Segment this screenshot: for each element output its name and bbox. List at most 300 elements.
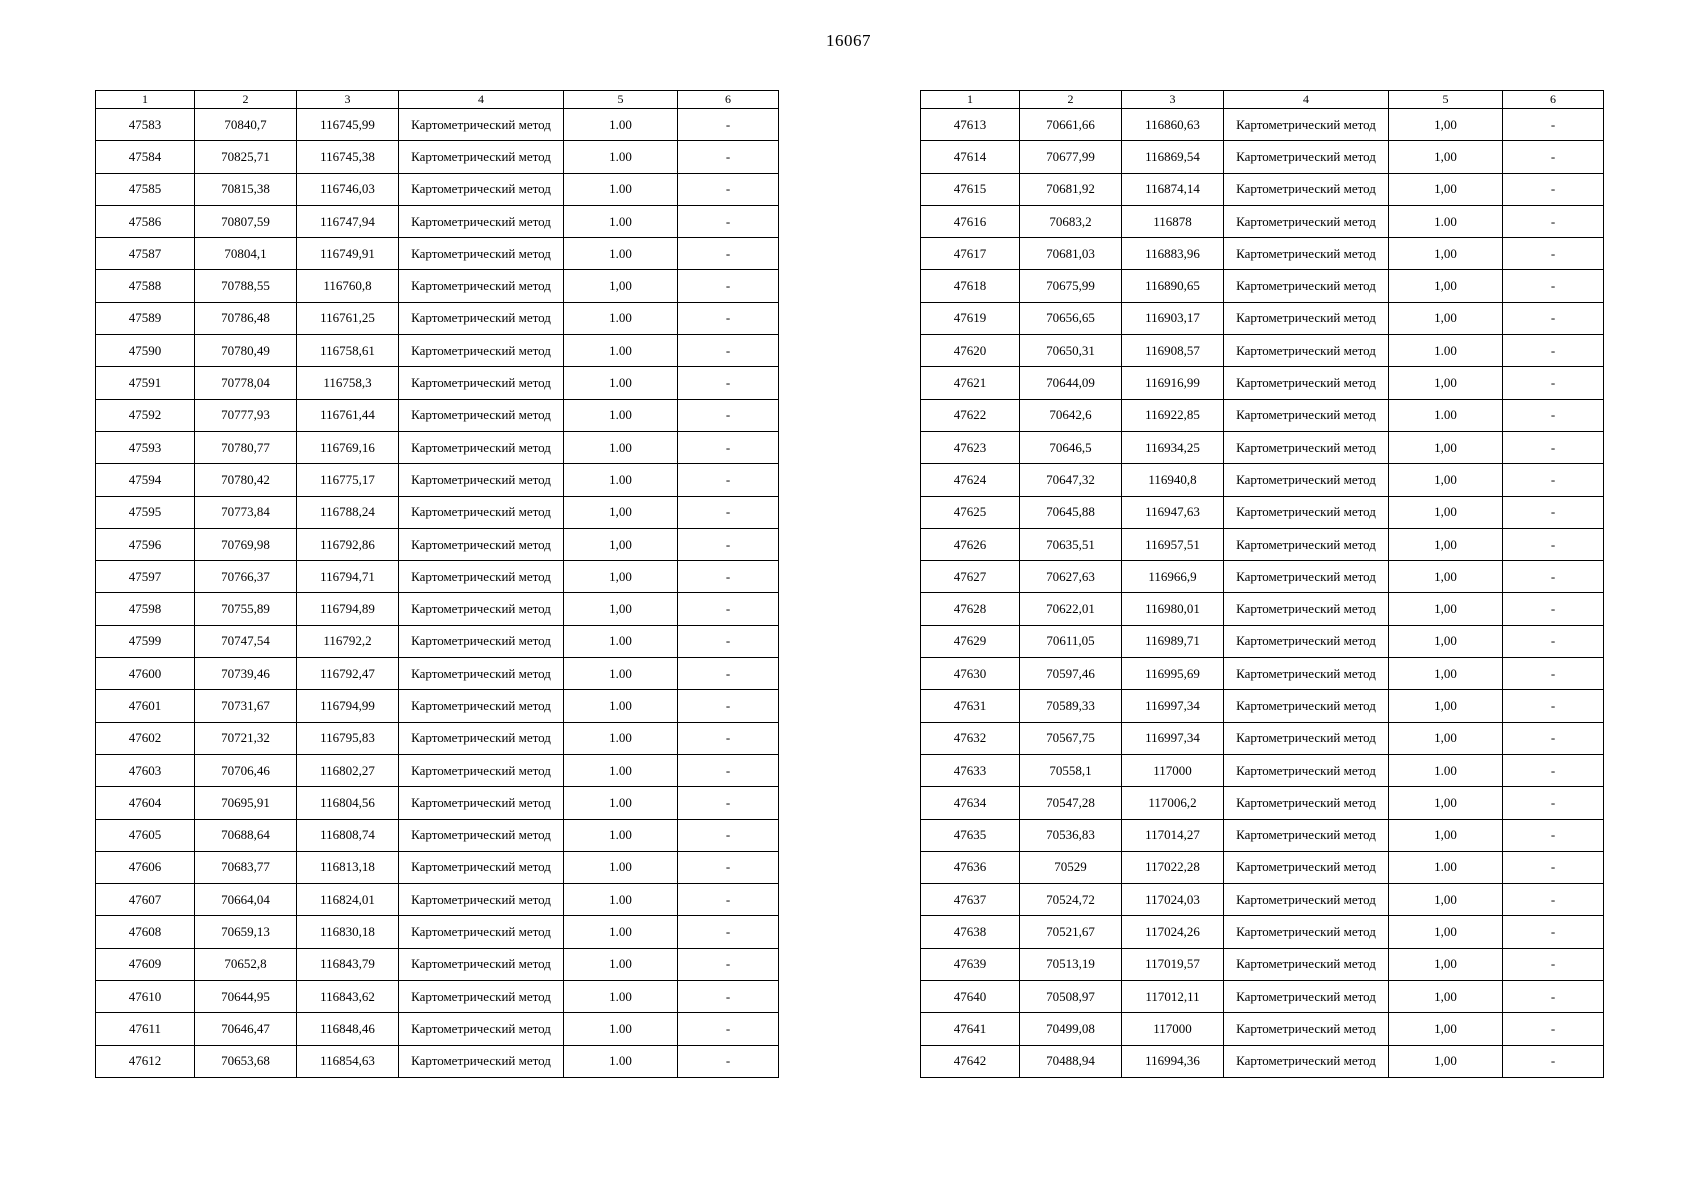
table-cell: - — [678, 690, 779, 722]
table-cell: 47613 — [921, 109, 1020, 141]
table-row — [96, 754, 779, 786]
table-cell: - — [678, 593, 779, 625]
table-cell: Картометрический метод — [399, 916, 564, 948]
table-row — [921, 528, 1604, 560]
coordinates-table-right — [920, 90, 1604, 1078]
table-cell: 1.00 — [564, 787, 678, 819]
table-cell: Картометрический метод — [1224, 1013, 1389, 1045]
table-cell: Картометрический метод — [399, 658, 564, 690]
table-cell: - — [1503, 270, 1604, 302]
table-cell: - — [678, 496, 779, 528]
table-cell: Картометрический метод — [399, 851, 564, 883]
table-cell: 1.00 — [1389, 851, 1503, 883]
table-cell: 47619 — [921, 302, 1020, 334]
table-cell: 70681,92 — [1020, 173, 1122, 205]
column-header: 6 — [1503, 91, 1604, 109]
table-cell: 47584 — [96, 141, 195, 173]
table-row — [921, 238, 1604, 270]
table-cell: Картометрический метод — [1224, 109, 1389, 141]
table-cell: Картометрический метод — [399, 1045, 564, 1077]
table-cell: - — [1503, 431, 1604, 463]
table-cell: 1,00 — [1389, 787, 1503, 819]
table-cell: Картометрический метод — [399, 593, 564, 625]
table-cell: Картометрический метод — [1224, 270, 1389, 302]
table-cell: 116760,8 — [297, 270, 399, 302]
table-cell: 47602 — [96, 722, 195, 754]
table-cell: 47616 — [921, 205, 1020, 237]
table-cell: Картометрический метод — [399, 109, 564, 141]
table-cell: Картометрический метод — [399, 948, 564, 980]
table-cell: 47606 — [96, 851, 195, 883]
table-cell: Картометрический метод — [399, 787, 564, 819]
table-row — [921, 981, 1604, 1013]
table-cell: 70558,1 — [1020, 754, 1122, 786]
table-cell: - — [1503, 948, 1604, 980]
table-row — [921, 270, 1604, 302]
table-cell: 70825,71 — [195, 141, 297, 173]
table-row — [921, 109, 1604, 141]
table-cell: Картометрический метод — [399, 173, 564, 205]
table-cell: 70650,31 — [1020, 335, 1122, 367]
table-cell: Картометрический метод — [1224, 561, 1389, 593]
table-cell: 70840,7 — [195, 109, 297, 141]
table-cell: 1,00 — [1389, 431, 1503, 463]
table-cell: 116747,94 — [297, 205, 399, 237]
table-cell: 116843,79 — [297, 948, 399, 980]
table-cell: 70780,49 — [195, 335, 297, 367]
table-cell: Картометрический метод — [1224, 754, 1389, 786]
table-cell: 70677,99 — [1020, 141, 1122, 173]
table-cell: 70529 — [1020, 851, 1122, 883]
table-cell: Картометрический метод — [1224, 464, 1389, 496]
table-row — [921, 205, 1604, 237]
table-cell: Картометрический метод — [1224, 1045, 1389, 1077]
table-cell: 47637 — [921, 884, 1020, 916]
table-cell: 116749,91 — [297, 238, 399, 270]
table-cell: 116995,69 — [1122, 658, 1224, 690]
table-cell: 1,00 — [1389, 819, 1503, 851]
table-cell: 116792,86 — [297, 528, 399, 560]
table-cell: 70747,54 — [195, 625, 297, 657]
table-cell: 1.00 — [564, 819, 678, 851]
table-cell: Картометрический метод — [399, 722, 564, 754]
table-cell: 70499,08 — [1020, 1013, 1122, 1045]
table-cell: 70513,19 — [1020, 948, 1122, 980]
table-cell: 1,00 — [564, 561, 678, 593]
table-cell: Картометрический метод — [1224, 205, 1389, 237]
table-cell: 117006,2 — [1122, 787, 1224, 819]
table-cell: 116804,56 — [297, 787, 399, 819]
table-cell: 70644,09 — [1020, 367, 1122, 399]
table-cell: 70627,63 — [1020, 561, 1122, 593]
table-cell: - — [678, 884, 779, 916]
table-cell: - — [1503, 528, 1604, 560]
table-row — [921, 561, 1604, 593]
table-cell: 1,00 — [564, 593, 678, 625]
table-cell: 70788,55 — [195, 270, 297, 302]
table-cell: 1.00 — [564, 754, 678, 786]
table-cell: 70815,38 — [195, 173, 297, 205]
table-cell: - — [678, 302, 779, 334]
table-cell: 1.00 — [564, 722, 678, 754]
table-cell: 47608 — [96, 916, 195, 948]
table-cell: 70488,94 — [1020, 1045, 1122, 1077]
table-cell: 47636 — [921, 851, 1020, 883]
table-cell: Картометрический метод — [399, 270, 564, 302]
table-cell: 1,00 — [1389, 561, 1503, 593]
table-cell: 70780,42 — [195, 464, 297, 496]
table-row — [96, 981, 779, 1013]
table-cell: 116758,3 — [297, 367, 399, 399]
table-cell: - — [678, 205, 779, 237]
table-cell: Картометрический метод — [399, 981, 564, 1013]
table-cell: - — [1503, 819, 1604, 851]
table-row — [96, 528, 779, 560]
table-cell: 47611 — [96, 1013, 195, 1045]
table-cell: Картометрический метод — [399, 464, 564, 496]
table-row — [921, 141, 1604, 173]
table-cell: 47621 — [921, 367, 1020, 399]
table-cell: - — [678, 141, 779, 173]
table-row — [96, 205, 779, 237]
table-row — [921, 367, 1604, 399]
table-cell: 1,00 — [1389, 722, 1503, 754]
column-header: 4 — [399, 91, 564, 109]
table-cell: 116788,24 — [297, 496, 399, 528]
table-cell: Картометрический метод — [1224, 851, 1389, 883]
table-row — [96, 625, 779, 657]
table-row — [921, 658, 1604, 690]
table-cell: 117000 — [1122, 754, 1224, 786]
table-cell: 70645,88 — [1020, 496, 1122, 528]
table-row — [96, 496, 779, 528]
table-cell: Картометрический метод — [1224, 593, 1389, 625]
table-cell: Картометрический метод — [399, 496, 564, 528]
table-cell: 1,00 — [1389, 1013, 1503, 1045]
table-cell: 1,00 — [1389, 948, 1503, 980]
table-cell: - — [678, 916, 779, 948]
table-cell: - — [678, 948, 779, 980]
table-cell: Картометрический метод — [399, 302, 564, 334]
table-row — [96, 722, 779, 754]
table-cell: 1.00 — [564, 431, 678, 463]
table-cell: Картометрический метод — [1224, 238, 1389, 270]
table-cell: 70642,6 — [1020, 399, 1122, 431]
table-cell: 1,00 — [1389, 270, 1503, 302]
table-row — [96, 819, 779, 851]
table-row — [921, 884, 1604, 916]
table-cell: 47634 — [921, 787, 1020, 819]
table-cell: 47614 — [921, 141, 1020, 173]
table-row — [921, 464, 1604, 496]
table-cell: - — [1503, 141, 1604, 173]
table-cell: 116874,14 — [1122, 173, 1224, 205]
table-cell: - — [1503, 658, 1604, 690]
table-cell: 1,00 — [1389, 690, 1503, 722]
table-cell: 1,00 — [1389, 916, 1503, 948]
table-cell: 47607 — [96, 884, 195, 916]
table-cell: 116802,27 — [297, 754, 399, 786]
table-cell: 1,00 — [1389, 302, 1503, 334]
table-cell: 1.00 — [564, 884, 678, 916]
table-cell: 47631 — [921, 690, 1020, 722]
table-cell: Картометрический метод — [399, 528, 564, 560]
table-cell: 47626 — [921, 528, 1020, 560]
table-cell: Картометрический метод — [1224, 690, 1389, 722]
table-cell: - — [678, 625, 779, 657]
table-cell: 70739,46 — [195, 658, 297, 690]
column-header: 5 — [564, 91, 678, 109]
table-cell: 116761,25 — [297, 302, 399, 334]
table-cell: 70755,89 — [195, 593, 297, 625]
table-cell: 70635,51 — [1020, 528, 1122, 560]
table-cell: 70597,46 — [1020, 658, 1122, 690]
table-cell: 47620 — [921, 335, 1020, 367]
table-cell: 47589 — [96, 302, 195, 334]
table-cell: 1,00 — [1389, 109, 1503, 141]
table-cell: 70683,77 — [195, 851, 297, 883]
table-cell: - — [1503, 205, 1604, 237]
table-cell: 70647,32 — [1020, 464, 1122, 496]
table-cell: 47630 — [921, 658, 1020, 690]
table-cell: 47604 — [96, 787, 195, 819]
table-cell: 70769,98 — [195, 528, 297, 560]
table-row — [96, 464, 779, 496]
table-cell: 116957,51 — [1122, 528, 1224, 560]
table-cell: 116940,8 — [1122, 464, 1224, 496]
table-cell: Картометрический метод — [1224, 399, 1389, 431]
table-cell: 70521,67 — [1020, 916, 1122, 948]
table-cell: 47592 — [96, 399, 195, 431]
table-cell: 70773,84 — [195, 496, 297, 528]
table-cell: 47612 — [96, 1045, 195, 1077]
column-header: 3 — [1122, 91, 1224, 109]
table-cell: 70766,37 — [195, 561, 297, 593]
table-cell: 70688,64 — [195, 819, 297, 851]
table-cell: 117024,26 — [1122, 916, 1224, 948]
table-row — [96, 916, 779, 948]
table-cell: 70567,75 — [1020, 722, 1122, 754]
table-row — [96, 690, 779, 722]
table-cell: 116997,34 — [1122, 690, 1224, 722]
table-cell: 116746,03 — [297, 173, 399, 205]
table-cell: 47633 — [921, 754, 1020, 786]
table-cell: 1.00 — [564, 141, 678, 173]
table-cell: 70683,2 — [1020, 205, 1122, 237]
table-cell: 116966,9 — [1122, 561, 1224, 593]
table-cell: 116775,17 — [297, 464, 399, 496]
table-cell: 47610 — [96, 981, 195, 1013]
table-cell: 117000 — [1122, 1013, 1224, 1045]
table-cell: - — [678, 981, 779, 1013]
table-cell: 1,00 — [1389, 141, 1503, 173]
table-row — [96, 1013, 779, 1045]
table-cell: - — [1503, 625, 1604, 657]
table-cell: - — [1503, 754, 1604, 786]
table-cell: Картометрический метод — [1224, 367, 1389, 399]
page-number: 16067 — [826, 31, 871, 50]
table-cell: Картометрический метод — [399, 431, 564, 463]
table-cell: - — [678, 787, 779, 819]
table-cell: - — [1503, 916, 1604, 948]
table-cell: - — [1503, 109, 1604, 141]
table-row — [96, 1045, 779, 1077]
table-cell: 116795,83 — [297, 722, 399, 754]
table-cell: 47597 — [96, 561, 195, 593]
table-cell: 47629 — [921, 625, 1020, 657]
table-row — [921, 593, 1604, 625]
table-cell: Картометрический метод — [399, 561, 564, 593]
table-cell: Картометрический метод — [399, 754, 564, 786]
table-cell: 1.00 — [564, 981, 678, 1013]
table-cell: 47588 — [96, 270, 195, 302]
table-cell: 47627 — [921, 561, 1020, 593]
table-row — [96, 431, 779, 463]
table-cell: 117022,28 — [1122, 851, 1224, 883]
table-cell: Картометрический метод — [1224, 335, 1389, 367]
table-cell: Картометрический метод — [1224, 658, 1389, 690]
column-header: 5 — [1389, 91, 1503, 109]
table-cell: 1.00 — [564, 464, 678, 496]
table-cell: 47583 — [96, 109, 195, 141]
table-cell: 47594 — [96, 464, 195, 496]
table-cell: 116903,17 — [1122, 302, 1224, 334]
table-cell: - — [1503, 399, 1604, 431]
table-cell: 1.00 — [1389, 205, 1503, 237]
table-cell: 116908,57 — [1122, 335, 1224, 367]
table-cell: 70652,8 — [195, 948, 297, 980]
table-row — [921, 173, 1604, 205]
table-cell: 70786,48 — [195, 302, 297, 334]
table-cell: - — [1503, 593, 1604, 625]
table-cell: 47623 — [921, 431, 1020, 463]
table-cell: 47596 — [96, 528, 195, 560]
table-row — [921, 399, 1604, 431]
table-cell: 1.00 — [564, 238, 678, 270]
table-cell: 116792,47 — [297, 658, 399, 690]
table-row — [96, 335, 779, 367]
table-row — [921, 819, 1604, 851]
table-row — [96, 109, 779, 141]
table-cell: 70695,91 — [195, 787, 297, 819]
table-cell: 1,00 — [1389, 528, 1503, 560]
table-cell: 70664,04 — [195, 884, 297, 916]
table-row — [96, 173, 779, 205]
table-cell: 70644,95 — [195, 981, 297, 1013]
table-cell: 116860,63 — [1122, 109, 1224, 141]
table-cell: 1,00 — [1389, 367, 1503, 399]
table-row — [921, 851, 1604, 883]
table-cell: - — [678, 173, 779, 205]
table-cell: 70547,28 — [1020, 787, 1122, 819]
table-cell: Картометрический метод — [399, 625, 564, 657]
table-row — [921, 787, 1604, 819]
table-cell: 47642 — [921, 1045, 1020, 1077]
table-cell: 47625 — [921, 496, 1020, 528]
table-cell: 70777,93 — [195, 399, 297, 431]
table-cell: 47632 — [921, 722, 1020, 754]
table-cell: Картометрический метод — [399, 884, 564, 916]
table-cell: - — [678, 754, 779, 786]
table-cell: 70778,04 — [195, 367, 297, 399]
table-cell: 70675,99 — [1020, 270, 1122, 302]
table-cell: Картометрический метод — [399, 335, 564, 367]
table-cell: 1.00 — [1389, 335, 1503, 367]
table-cell: 1,00 — [1389, 625, 1503, 657]
table-cell: - — [678, 238, 779, 270]
table-cell: - — [678, 335, 779, 367]
table-cell: - — [1503, 464, 1604, 496]
table-cell: 70731,67 — [195, 690, 297, 722]
table-cell: 70653,68 — [195, 1045, 297, 1077]
table-cell: 1.00 — [564, 1013, 678, 1045]
table-cell: Картометрический метод — [1224, 173, 1389, 205]
table-cell: - — [678, 109, 779, 141]
table-cell: 70804,1 — [195, 238, 297, 270]
table-row — [921, 690, 1604, 722]
table-cell: 47618 — [921, 270, 1020, 302]
table-cell: 1,00 — [1389, 496, 1503, 528]
table-cell: 47622 — [921, 399, 1020, 431]
table-cell: 116994,36 — [1122, 1045, 1224, 1077]
table-cell: 47600 — [96, 658, 195, 690]
table-cell: 1.00 — [564, 109, 678, 141]
table-cell: 1,00 — [564, 270, 678, 302]
table-cell: 116848,46 — [297, 1013, 399, 1045]
table-cell: 47595 — [96, 496, 195, 528]
table-cell: 116808,74 — [297, 819, 399, 851]
table-cell: 116794,99 — [297, 690, 399, 722]
table-cell: 116813,18 — [297, 851, 399, 883]
table-cell: - — [678, 722, 779, 754]
table-row — [96, 270, 779, 302]
table-cell: 47593 — [96, 431, 195, 463]
table-cell: 116794,71 — [297, 561, 399, 593]
table-cell: 70622,01 — [1020, 593, 1122, 625]
table-cell: 47586 — [96, 205, 195, 237]
table-row — [96, 851, 779, 883]
table-cell: 1,00 — [1389, 1045, 1503, 1077]
table-cell: 116745,99 — [297, 109, 399, 141]
table-cell: 47590 — [96, 335, 195, 367]
table-cell: Картометрический метод — [399, 141, 564, 173]
table-cell: - — [678, 431, 779, 463]
table-cell: - — [1503, 851, 1604, 883]
table-cell: 116916,99 — [1122, 367, 1224, 399]
table-cell: 70807,59 — [195, 205, 297, 237]
column-header: 2 — [195, 91, 297, 109]
table-cell: 70536,83 — [1020, 819, 1122, 851]
table-cell: 116761,44 — [297, 399, 399, 431]
table-cell: 47640 — [921, 981, 1020, 1013]
table-row — [921, 948, 1604, 980]
table-cell: 116830,18 — [297, 916, 399, 948]
table-cell: 47599 — [96, 625, 195, 657]
table-cell: 70524,72 — [1020, 884, 1122, 916]
table-cell: 116934,25 — [1122, 431, 1224, 463]
table-cell: - — [678, 464, 779, 496]
table-cell: Картометрический метод — [1224, 819, 1389, 851]
table-cell: 47628 — [921, 593, 1020, 625]
table-row — [96, 948, 779, 980]
table-header-row — [921, 91, 1604, 109]
table-cell: 117019,57 — [1122, 948, 1224, 980]
table-row — [921, 625, 1604, 657]
table-cell: 70508,97 — [1020, 981, 1122, 1013]
table-cell: - — [678, 658, 779, 690]
table-row — [96, 302, 779, 334]
table-row — [96, 399, 779, 431]
